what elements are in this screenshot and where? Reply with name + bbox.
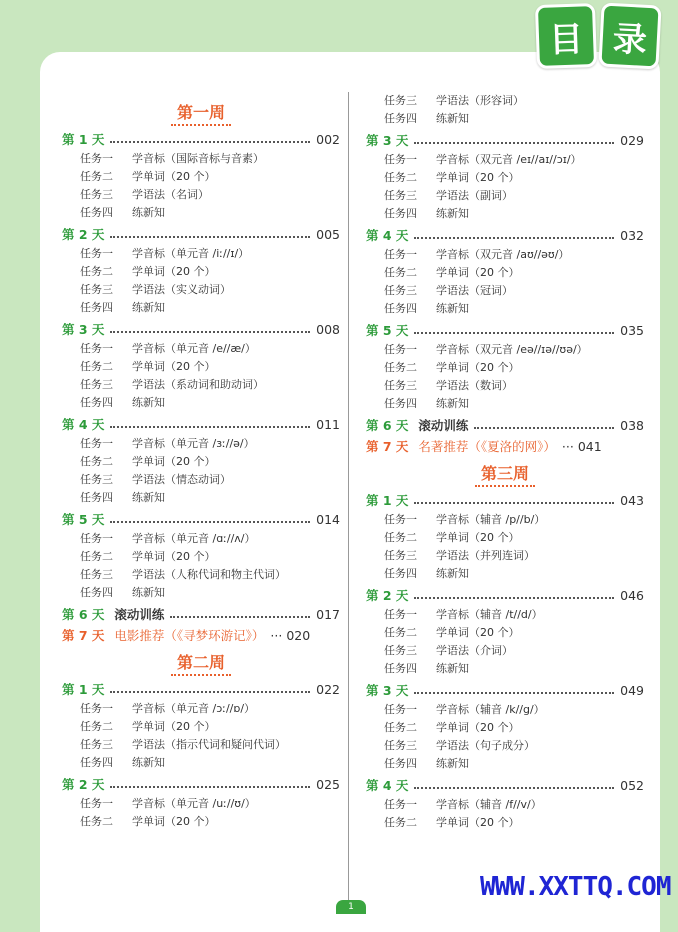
toc-day-entry[interactable] bbox=[62, 130, 340, 148]
toc-day-entry[interactable] bbox=[62, 225, 340, 243]
toc-day-entry[interactable] bbox=[366, 226, 644, 244]
task-item bbox=[366, 359, 644, 377]
task-name: 任务一 bbox=[384, 248, 417, 261]
task-name: 任务三 bbox=[384, 549, 417, 562]
task-item bbox=[366, 169, 644, 187]
day-label: 第 2 天 bbox=[366, 588, 409, 603]
toc-page bbox=[40, 52, 660, 932]
task-item bbox=[366, 246, 644, 264]
leader-ellipsis: ··· bbox=[270, 627, 283, 643]
task-name: 任务四 bbox=[80, 206, 113, 219]
task-item bbox=[366, 606, 644, 624]
task-item bbox=[366, 814, 644, 832]
task-name: 任务四 bbox=[384, 567, 417, 580]
toc-day-entry[interactable] bbox=[62, 775, 340, 793]
week-heading bbox=[62, 102, 340, 124]
day-page-number: 032 bbox=[620, 227, 644, 243]
task-description: 学语法（副词） bbox=[436, 189, 513, 202]
week-heading-text: 第三周 bbox=[480, 464, 529, 483]
task-description: 学音标（单元音 /uː//ʊ/） bbox=[132, 797, 256, 810]
task-item bbox=[62, 813, 340, 831]
day-label: 第 4 天 bbox=[62, 417, 105, 432]
task-item bbox=[366, 547, 644, 565]
day-page-number: 017 bbox=[316, 606, 340, 622]
dot-leader bbox=[414, 686, 614, 694]
task-item bbox=[366, 110, 644, 128]
task-name: 任务四 bbox=[80, 301, 113, 314]
task-description: 学音标（辅音 /p//b/） bbox=[436, 513, 546, 526]
task-item bbox=[366, 624, 644, 642]
day-page-number: 005 bbox=[316, 226, 340, 242]
day-page-number: 011 bbox=[316, 416, 340, 432]
title-char: 目 bbox=[535, 3, 597, 69]
task-name: 任务二 bbox=[80, 550, 113, 563]
day-label: 第 7 天 bbox=[62, 628, 105, 643]
task-name: 任务一 bbox=[384, 798, 417, 811]
task-description: 学音标（双元音 /aʊ//əʊ/） bbox=[436, 248, 570, 261]
task-description: 学语法（名词） bbox=[132, 188, 209, 201]
dot-leader bbox=[414, 496, 614, 504]
task-description: 学单词（20 个） bbox=[436, 816, 520, 829]
week-heading-underline bbox=[171, 124, 231, 126]
task-item bbox=[62, 204, 340, 222]
task-description: 学音标（单元音 /e//æ/） bbox=[132, 342, 256, 355]
task-description: 学单词（20 个） bbox=[436, 266, 520, 279]
task-description: 学单词（20 个） bbox=[436, 361, 520, 374]
task-description: 学音标（辅音 /k//g/） bbox=[436, 703, 545, 716]
dot-leader bbox=[414, 326, 614, 334]
task-description: 学单词（20 个） bbox=[436, 531, 520, 544]
task-item bbox=[366, 377, 644, 395]
dot-leader bbox=[110, 685, 310, 693]
task-item bbox=[366, 565, 644, 583]
day-page-number: 041 bbox=[577, 438, 602, 454]
task-description: 学单词（20 个） bbox=[132, 455, 216, 468]
task-description: 学语法（形容词） bbox=[436, 94, 524, 107]
task-name: 任务二 bbox=[80, 815, 113, 828]
day-page-number: 014 bbox=[316, 511, 340, 527]
task-name: 任务四 bbox=[80, 586, 113, 599]
day-label: 第 1 天 bbox=[366, 493, 409, 508]
task-item bbox=[62, 186, 340, 204]
task-name: 任务一 bbox=[80, 532, 113, 545]
toc-day-entry[interactable] bbox=[366, 776, 644, 794]
task-name: 任务三 bbox=[384, 644, 417, 657]
task-name: 任务三 bbox=[80, 738, 113, 751]
day-label: 第 1 天 bbox=[62, 132, 105, 147]
task-name: 任务四 bbox=[80, 396, 113, 409]
leader-ellipsis: ··· bbox=[561, 438, 574, 454]
task-name: 任务一 bbox=[384, 153, 417, 166]
task-item bbox=[366, 151, 644, 169]
task-item bbox=[366, 282, 644, 300]
task-description: 练新知 bbox=[436, 207, 469, 220]
task-item bbox=[366, 264, 644, 282]
task-item bbox=[366, 719, 644, 737]
task-name: 任务一 bbox=[384, 513, 417, 526]
task-item bbox=[62, 584, 340, 602]
task-item bbox=[62, 736, 340, 754]
dot-leader bbox=[414, 231, 614, 239]
day-label: 第 6 天 bbox=[366, 418, 409, 433]
dot-leader bbox=[110, 780, 310, 788]
task-description: 学音标（双元音 /eɪ//aɪ//ɔɪ/） bbox=[436, 153, 582, 166]
task-item bbox=[62, 718, 340, 736]
task-description: 练新知 bbox=[436, 397, 469, 410]
day-label: 第 6 天 bbox=[62, 607, 105, 622]
toc-left-column bbox=[62, 94, 340, 831]
task-name: 任务二 bbox=[80, 170, 113, 183]
day-page-number: 008 bbox=[316, 321, 340, 337]
task-item bbox=[366, 701, 644, 719]
task-description: 练新知 bbox=[436, 567, 469, 580]
task-item bbox=[62, 245, 340, 263]
task-description: 学单词（20 个） bbox=[132, 815, 216, 828]
toc-day-entry[interactable] bbox=[62, 415, 340, 433]
day-label: 第 1 天 bbox=[62, 682, 105, 697]
task-description: 学音标（辅音 /f//v/） bbox=[436, 798, 542, 811]
task-name: 任务一 bbox=[80, 437, 113, 450]
toc-day-entry[interactable] bbox=[366, 491, 644, 509]
day-label: 第 3 天 bbox=[366, 133, 409, 148]
week-heading-text: 第二周 bbox=[176, 653, 225, 672]
task-description: 学语法（冠词） bbox=[436, 284, 513, 297]
toc-day-entry[interactable] bbox=[366, 586, 644, 604]
task-item bbox=[366, 642, 644, 660]
task-description: 学音标（单元音 /iː//ɪ/） bbox=[132, 247, 250, 260]
day-page-number: 046 bbox=[620, 587, 644, 603]
task-description: 练新知 bbox=[132, 586, 165, 599]
task-description: 学音标（单元音 /ɑː//ʌ/） bbox=[132, 532, 256, 545]
day-page-number: 043 bbox=[620, 492, 644, 508]
day-page-number: 002 bbox=[316, 131, 340, 147]
week-heading bbox=[366, 463, 644, 485]
task-name: 任务三 bbox=[80, 568, 113, 581]
task-name: 任务一 bbox=[80, 247, 113, 260]
task-name: 任务四 bbox=[384, 397, 417, 410]
task-description: 学语法（数词） bbox=[436, 379, 513, 392]
day-page-number: 022 bbox=[316, 681, 340, 697]
task-item bbox=[62, 150, 340, 168]
task-item bbox=[62, 530, 340, 548]
dot-leader bbox=[110, 325, 310, 333]
day-label: 第 2 天 bbox=[62, 227, 105, 242]
task-description: 练新知 bbox=[132, 491, 165, 504]
day-page-number: 020 bbox=[286, 627, 311, 643]
week-heading-underline bbox=[475, 485, 535, 487]
week-heading bbox=[62, 652, 340, 674]
toc-day-entry[interactable] bbox=[62, 626, 340, 644]
day-page-number: 029 bbox=[620, 132, 644, 148]
task-description: 练新知 bbox=[436, 112, 469, 125]
day-topic: 滚动训练 bbox=[418, 418, 469, 433]
task-description: 学语法（指示代词和疑问代词） bbox=[132, 738, 286, 751]
task-description: 学音标（辅音 /t//d/） bbox=[436, 608, 543, 621]
watermark: WWW.XXTTQ.COM bbox=[480, 872, 671, 902]
task-item bbox=[62, 453, 340, 471]
toc-day-entry[interactable] bbox=[366, 437, 644, 455]
task-name: 任务一 bbox=[80, 152, 113, 165]
task-description: 练新知 bbox=[132, 301, 165, 314]
task-item bbox=[366, 187, 644, 205]
task-name: 任务二 bbox=[80, 265, 113, 278]
dot-leader bbox=[474, 421, 614, 429]
task-description: 学音标（双元音 /eə//ɪə//ʊə/） bbox=[436, 343, 588, 356]
task-item bbox=[366, 796, 644, 814]
task-item bbox=[366, 660, 644, 678]
task-name: 任务一 bbox=[384, 608, 417, 621]
task-item bbox=[62, 340, 340, 358]
task-name: 任务一 bbox=[384, 703, 417, 716]
task-description: 学语法（人称代词和物主代词） bbox=[132, 568, 286, 581]
task-name: 任务一 bbox=[80, 342, 113, 355]
dot-leader bbox=[110, 230, 310, 238]
day-label: 第 2 天 bbox=[62, 777, 105, 792]
task-name: 任务四 bbox=[384, 662, 417, 675]
day-page-number: 049 bbox=[620, 682, 644, 698]
task-description: 学语法（并列连词） bbox=[436, 549, 535, 562]
task-item bbox=[62, 358, 340, 376]
task-description: 练新知 bbox=[436, 757, 469, 770]
task-name: 任务二 bbox=[384, 361, 417, 374]
toc-day-entry[interactable] bbox=[62, 320, 340, 338]
task-name: 任务一 bbox=[384, 343, 417, 356]
day-page-number: 035 bbox=[620, 322, 644, 338]
task-description: 学音标（单元音 /ɜː//ə/） bbox=[132, 437, 255, 450]
task-description: 学单词（20 个） bbox=[436, 721, 520, 734]
dot-leader bbox=[110, 515, 310, 523]
task-item bbox=[62, 471, 340, 489]
task-item bbox=[366, 529, 644, 547]
task-name: 任务二 bbox=[384, 266, 417, 279]
day-label: 第 4 天 bbox=[366, 228, 409, 243]
task-item bbox=[62, 435, 340, 453]
day-label: 第 3 天 bbox=[62, 322, 105, 337]
day-label: 第 5 天 bbox=[62, 512, 105, 527]
task-name: 任务二 bbox=[384, 171, 417, 184]
task-name: 任务一 bbox=[80, 797, 113, 810]
task-item bbox=[62, 754, 340, 772]
task-description: 学音标（单元音 /ɔː//ɒ/） bbox=[132, 702, 256, 715]
toc-title bbox=[536, 4, 660, 68]
dot-leader bbox=[414, 591, 614, 599]
task-description: 学语法（系动词和助动词） bbox=[132, 378, 264, 391]
task-description: 学单词（20 个） bbox=[436, 626, 520, 639]
task-description: 练新知 bbox=[132, 396, 165, 409]
toc-day-entry[interactable] bbox=[62, 605, 340, 623]
task-item bbox=[62, 489, 340, 507]
task-description: 学单词（20 个） bbox=[132, 550, 216, 563]
task-name: 任务二 bbox=[384, 626, 417, 639]
task-description: 练新知 bbox=[436, 662, 469, 675]
task-name: 任务二 bbox=[384, 816, 417, 829]
day-label: 第 4 天 bbox=[366, 778, 409, 793]
day-label: 第 5 天 bbox=[366, 323, 409, 338]
task-description: 练新知 bbox=[132, 756, 165, 769]
week-heading-underline bbox=[171, 674, 231, 676]
task-description: 学语法（实义动词） bbox=[132, 283, 231, 296]
task-item bbox=[62, 376, 340, 394]
day-page-number: 025 bbox=[316, 776, 340, 792]
task-name: 任务三 bbox=[384, 189, 417, 202]
day-page-number: 052 bbox=[620, 777, 644, 793]
toc-day-entry[interactable] bbox=[366, 416, 644, 434]
day-label: 第 3 天 bbox=[366, 683, 409, 698]
task-item bbox=[366, 92, 644, 110]
task-item bbox=[366, 755, 644, 773]
task-name: 任务二 bbox=[80, 720, 113, 733]
task-name: 任务三 bbox=[384, 284, 417, 297]
task-item bbox=[62, 299, 340, 317]
task-item bbox=[62, 795, 340, 813]
task-description: 学语法（情态动词） bbox=[132, 473, 231, 486]
page-number: 1 bbox=[336, 900, 366, 914]
task-name: 任务三 bbox=[384, 379, 417, 392]
day-topic: 滚动训练 bbox=[114, 607, 165, 622]
title-char: 录 bbox=[598, 2, 661, 69]
task-name: 任务四 bbox=[384, 207, 417, 220]
task-description: 学单词（20 个） bbox=[132, 265, 216, 278]
column-divider bbox=[348, 92, 349, 912]
day-page-number: 038 bbox=[620, 417, 644, 433]
task-description: 练新知 bbox=[436, 302, 469, 315]
task-name: 任务三 bbox=[80, 188, 113, 201]
task-item bbox=[366, 341, 644, 359]
dot-leader bbox=[110, 420, 310, 428]
task-description: 学语法（介词） bbox=[436, 644, 513, 657]
task-item bbox=[62, 548, 340, 566]
task-name: 任务三 bbox=[384, 739, 417, 752]
dot-leader bbox=[110, 135, 310, 143]
task-description: 学单词（20 个） bbox=[436, 171, 520, 184]
task-item bbox=[366, 205, 644, 223]
week-heading-text: 第一周 bbox=[176, 103, 225, 122]
toc-day-entry[interactable] bbox=[62, 510, 340, 528]
task-name: 任务四 bbox=[384, 757, 417, 770]
toc-day-entry[interactable] bbox=[62, 680, 340, 698]
task-item bbox=[366, 300, 644, 318]
task-name: 任务三 bbox=[384, 94, 417, 107]
task-name: 任务三 bbox=[80, 378, 113, 391]
day-label: 第 7 天 bbox=[366, 439, 409, 454]
task-item bbox=[366, 737, 644, 755]
task-name: 任务二 bbox=[384, 721, 417, 734]
toc-day-entry[interactable] bbox=[366, 321, 644, 339]
task-item bbox=[62, 394, 340, 412]
task-name: 任务四 bbox=[80, 491, 113, 504]
task-name: 任务二 bbox=[80, 360, 113, 373]
day-topic: 电影推荐（《寻梦环游记》） bbox=[114, 628, 265, 643]
task-name: 任务二 bbox=[384, 531, 417, 544]
task-name: 任务三 bbox=[80, 473, 113, 486]
task-item bbox=[62, 700, 340, 718]
task-name: 任务一 bbox=[80, 702, 113, 715]
task-name: 任务三 bbox=[80, 283, 113, 296]
task-description: 学音标（国际音标与音素） bbox=[132, 152, 264, 165]
task-description: 练新知 bbox=[132, 206, 165, 219]
task-name: 任务四 bbox=[80, 756, 113, 769]
task-item bbox=[62, 168, 340, 186]
toc-right-column bbox=[366, 92, 644, 832]
day-topic: 名著推荐（《夏洛的网》） bbox=[418, 439, 556, 454]
task-name: 任务二 bbox=[80, 455, 113, 468]
task-description: 学单词（20 个） bbox=[132, 360, 216, 373]
toc-day-entry[interactable] bbox=[366, 681, 644, 699]
task-description: 学单词（20 个） bbox=[132, 170, 216, 183]
task-description: 学语法（句子成分） bbox=[436, 739, 535, 752]
task-item bbox=[62, 263, 340, 281]
task-name: 任务四 bbox=[384, 302, 417, 315]
task-item bbox=[62, 281, 340, 299]
task-name: 任务四 bbox=[384, 112, 417, 125]
toc-day-entry[interactable] bbox=[366, 131, 644, 149]
task-item bbox=[366, 511, 644, 529]
task-description: 学单词（20 个） bbox=[132, 720, 216, 733]
task-item bbox=[366, 395, 644, 413]
dot-leader bbox=[414, 136, 614, 144]
dot-leader bbox=[170, 610, 310, 618]
dot-leader bbox=[414, 781, 614, 789]
task-item bbox=[62, 566, 340, 584]
